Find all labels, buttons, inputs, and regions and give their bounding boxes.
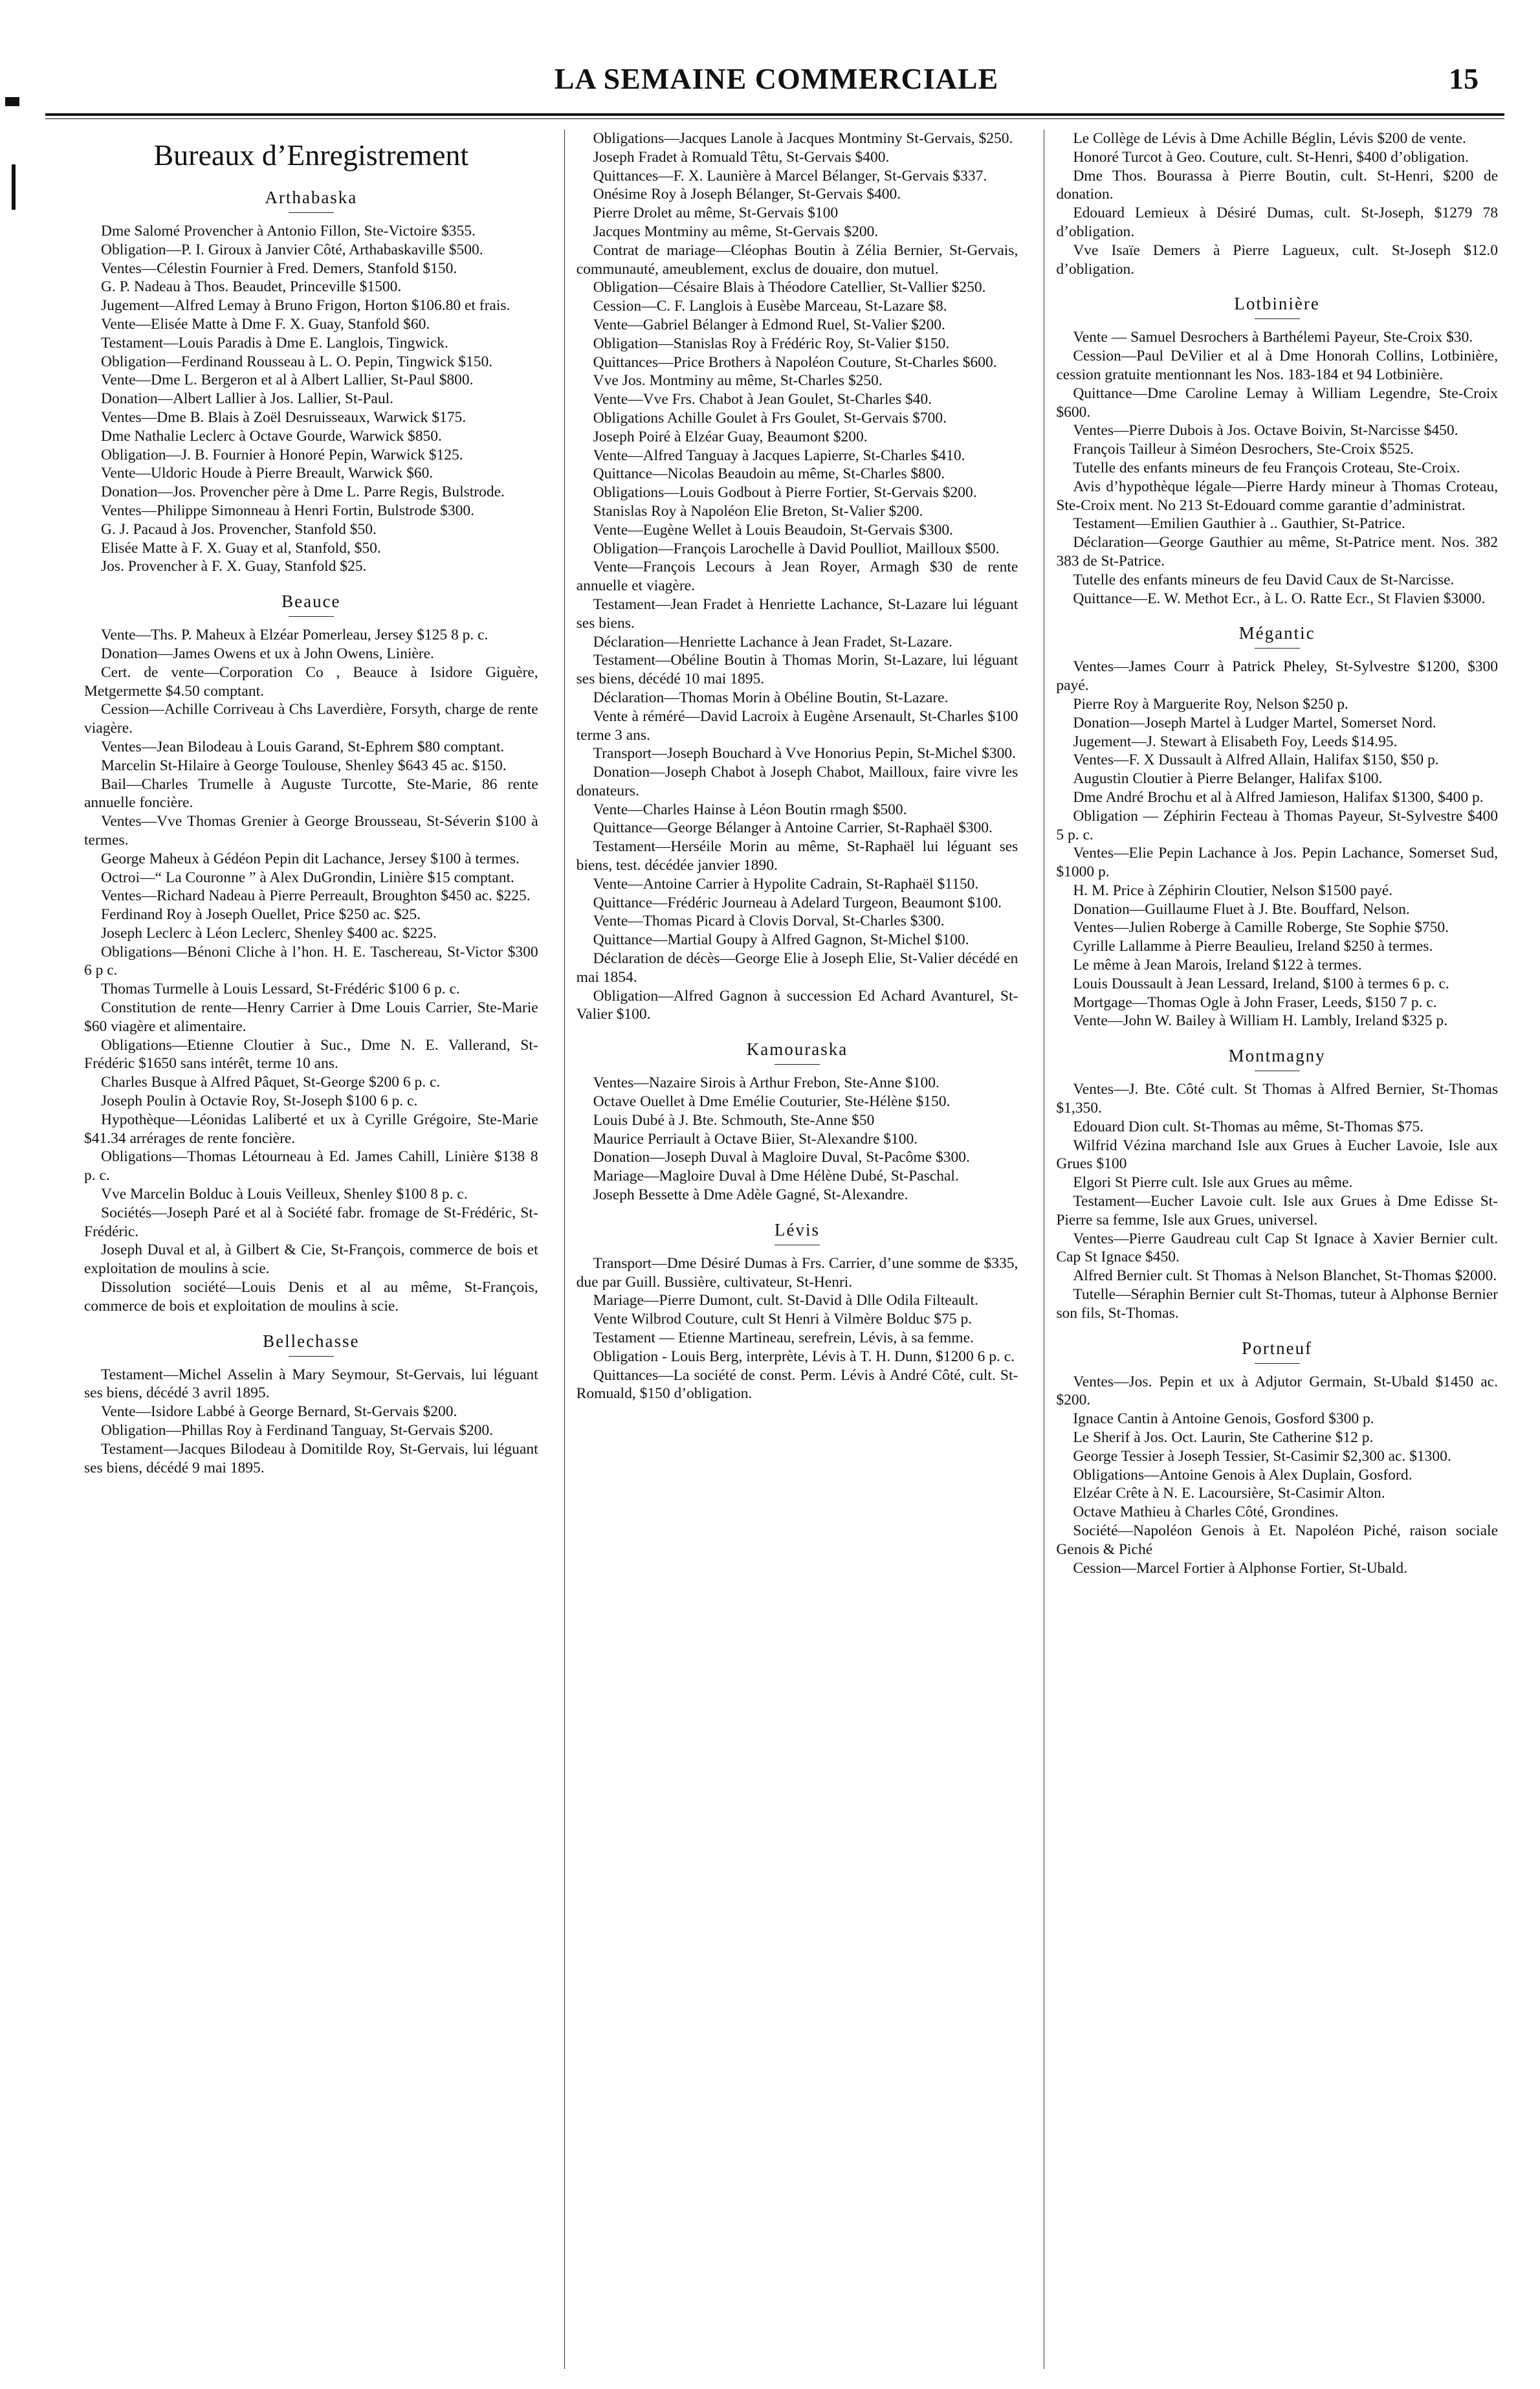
registry-entry: Dme Salomé Provencher à Antonio Fillon, Ste-Victoire $355.: [101, 223, 476, 239]
registry-entry: Donation—Joseph Martel à Ludger Martel, Somerset Nord.: [1073, 714, 1436, 731]
registry-entry: Vente—Thomas Picard à Clovis Dorval, St-Charles $300.: [593, 913, 945, 930]
registry-entry: Testament—Jacques Bilodeau à Domitilde Roy, St-Gervais, lui léguant ses biens, décédé 9 mai 1895.: [84, 1440, 538, 1476]
region-heading: Bellechasse: [84, 1330, 538, 1357]
registry-entry: Obligation—Stanislas Roy à Frédéric Roy, St-Valier $150.: [593, 335, 950, 352]
registry-entry: Le Collège de Lévis à Dme Achille Béglin, Lévis $200 de vente.: [1073, 130, 1466, 147]
running-title: LA SEMAINE COMMERCIALE: [554, 62, 999, 95]
registry-entry: Testament—Herséile Morin au même, St-Raphaël lui léguant ses biens, test. décédée janvier 1890.: [576, 838, 1018, 874]
registry-entry: Cession—Marcel Fortier à Alphonse Fortier, St-Ubald.: [1073, 1559, 1407, 1577]
registry-entry: Jugement—J. Stewart à Elisabeth Foy, Leeds $14.95.: [1073, 733, 1398, 750]
registry-entry: Ventes—Pierre Dubois à Jos. Octave Boivin, St-Narcisse $450.: [1073, 422, 1458, 439]
registry-entry: Joseph Poiré à Elzéar Guay, Beaumont $200.: [593, 428, 868, 445]
registry-entry: Ventes—Célestin Fournier à Fred. Demers, Stanfold $150.: [101, 260, 457, 277]
registry-entry: Quittance—George Bélanger à Antoine Carrier, St-Raphaël $300.: [593, 819, 993, 837]
registry-entry: Pierre Roy à Marguerite Roy, Nelson $250 p.: [1073, 695, 1348, 713]
registry-entry: Testament—Obéline Boutin à Thomas Morin, St-Lazare, lui léguant ses biens, décédé 10 mai 1895.: [576, 652, 1018, 688]
registry-entry: Vente—Ths. P. Maheux à Elzéar Pomerleau, Jersey $125 8 p. c.: [101, 627, 489, 644]
registry-entry: Stanislas Roy à Napoléon Elie Breton, St-Valier $200.: [593, 502, 923, 520]
registry-entry: Ventes—Jean Bilodeau à Louis Garand, St-Ephrem $80 comptant.: [101, 738, 505, 755]
registry-entry: Obligations—Antoine Genois à Alex Duplain, Gosford.: [1073, 1466, 1413, 1483]
registry-entry: Vve Marcelin Bolduc à Louis Veilleux, Shenley $100 8 p. c.: [101, 1186, 468, 1203]
registry-entry: Charles Busque à Alfred Pâquet, St-George $200 6 p. c.: [101, 1074, 441, 1091]
page-header: [39, 61, 1514, 120]
registry-entry: Obligation - Louis Berg, interprète, Lévis à T. H. Dunn, $1200 6 p. c.: [593, 1348, 1015, 1365]
registry-entry: Mariage—Magloire Duval à Dme Hélène Dubé, St-Paschal.: [593, 1168, 959, 1185]
registry-entry: Vente—Elisée Matte à Dme F. X. Guay, Stanfold $60.: [101, 315, 430, 333]
registry-entry: Obligation—J. B. Fournier à Honoré Pepin, Warwick $125.: [101, 446, 463, 463]
region-heading: Portneuf: [1056, 1337, 1498, 1364]
registry-entry: G. J. Pacaud à Jos. Provencher, Stanfold $50.: [101, 520, 377, 538]
registry-entry: Octroi—“ La Couronne ” à Alex DuGrondin, Linière $15 comptant.: [101, 869, 514, 886]
registry-entry: Obligation—François Larochelle à David Poulliot, Mailloux $500.: [593, 540, 1000, 557]
registry-entry: Joseph Poulin à Octavie Roy, St-Joseph $100 6 p. c.: [101, 1093, 418, 1110]
registry-entry: Elzéar Crête à N. E. Lacoursière, St-Casimir Alton.: [1073, 1485, 1385, 1502]
registry-entry: Sociétés—Joseph Paré et al à Société fabr. fromage de St-Frédéric, St-Frédéric.: [84, 1204, 538, 1240]
registry-entry: Obligation—P. I. Giroux à Janvier Côté, Arthabaskaville $500.: [101, 241, 483, 258]
registry-entry: Quittances—Price Brothers à Napoléon Couture, St-Charles $600.: [593, 353, 997, 371]
registry-entry: Dme Thos. Bourassa à Pierre Boutin, cult. St-Henri, $200 de donation.: [1056, 167, 1498, 203]
registry-entry: Ventes—Vve Thomas Grenier à George Brousseau, St-Séverin $100 à termes.: [84, 813, 538, 849]
region-heading: Kamouraska: [577, 1038, 1018, 1065]
registry-entry: Constitution de rente—Henry Carrier à Dme Louis Carrier, Ste-Marie $60 viagère et alimentaire.: [84, 999, 538, 1035]
registry-entry: François Tailleur à Siméon Desrochers, Ste-Croix $525.: [1073, 441, 1414, 458]
registry-entry: Obligations—Louis Godbout à Pierre Fortier, St-Gervais $200.: [593, 484, 977, 502]
registry-entry: Déclaration—George Gauthier au même, St-Patrice ment. Nos. 382 383 de St-Patrice.: [1056, 534, 1498, 570]
registry-entry: Marcelin St-Hilaire à George Toulouse, Shenley $643 45 ac. $150.: [101, 757, 507, 774]
column-2: [564, 129, 1018, 2369]
registry-entry: Obligation — Zéphirin Fecteau à Thomas Payeur, St-Sylvestre $400 5 p. c.: [1056, 807, 1498, 843]
registry-entry: Vente à réméré—David Lacroix à Eugène Arsenault, St-Charles $100 terme 3 ans.: [576, 707, 1018, 744]
registry-entry: Vente—Charles Hainse à Léon Boutin rmagh $500.: [593, 801, 907, 818]
registry-entry: Donation—Albert Lallier à Jos. Lallier, St-Paul.: [101, 390, 393, 408]
registry-entry: Ferdinand Roy à Joseph Ouellet, Price $250 ac. $25.: [101, 906, 421, 924]
registry-entry: H. M. Price à Zéphirin Cloutier, Nelson $1500 payé.: [1073, 882, 1393, 899]
registry-entry: Vente — Samuel Desrochers à Barthélemi Payeur, Ste-Croix $30.: [1073, 329, 1473, 346]
registry-entry: Vente—François Lecours à Jean Royer, Armagh $30 de rente annuelle et viagère.: [576, 559, 1018, 595]
registry-entry: Quittances—F. X. Launière à Marcel Bélanger, St-Gervais $337.: [593, 167, 987, 184]
registry-entry: Quittance—Martial Goupy à Alfred Gagnon, St-Michel $100.: [593, 931, 969, 949]
registry-entry: Joseph Bessette à Dme Adèle Gagné, St-Alexandre.: [593, 1186, 908, 1204]
registry-entry: Testament—Emilien Gauthier à .. Gauthier, St-Patrice.: [1073, 515, 1405, 533]
section-heading: Bureaux d’Enregistrement: [153, 139, 469, 172]
scan-edge-marks: [5, 97, 22, 268]
registry-entry: Testament—Louis Paradis à Dme E. Langlois, Tingwick.: [101, 334, 448, 351]
registry-entry: Ventes—Nazaire Sirois à Arthur Frebon, Ste-Anne $100.: [593, 1074, 940, 1092]
registry-entry: Obligations—Etienne Cloutier à Suc., Dme N. E. Vallerand, St-Frédéric $1650 sans intérêt, terme 10 ans.: [84, 1036, 538, 1072]
registry-entry: Donation—Joseph Chabot à Joseph Chabot, Mailloux, faire vivre les donateurs.: [576, 764, 1018, 799]
registry-entry: Vente—Uldoric Houde à Pierre Breault, Warwick $60.: [101, 465, 434, 482]
region-heading: Lévis: [577, 1219, 1018, 1245]
registry-entry: Obligation—Alfred Gagnon à succession Ed Achard Avanturel, St-Valier $100.: [576, 987, 1018, 1023]
registry-entry: Vente—Eugène Wellet à Louis Beaudoin, St-Gervais $300.: [593, 521, 953, 539]
registry-entry: Quittance—Nicolas Beaudoin au même, St-Charles $800.: [593, 465, 945, 483]
registry-entry: Wilfrid Vézina marchand Isle aux Grues à Eucher Lavoie, Isle aux Grues $100: [1056, 1137, 1498, 1173]
registry-entry: Ventes—Julien Roberge à Camille Roberge, Ste Sophie $750.: [1073, 919, 1449, 937]
registry-entry: Obligations—Jacques Lanole à Jacques Montminy St-Gervais, $250.: [593, 130, 1013, 147]
registry-entry: Vente—Antoine Carrier à Hypolite Cadrain, St-Raphaël $1150.: [593, 875, 979, 893]
registry-entry: Testament—Jean Fradet à Henriette Lachance, St-Lazare lui léguant ses biens.: [576, 595, 1018, 632]
registry-entry: Testament — Etienne Martineau, serefrein, Lévis, à sa femme.: [593, 1329, 974, 1347]
registry-entry: Contrat de mariage—Cléophas Boutin à Zélia Bernier, St-Gervais, communauté, ameublement, exclus de douaire, don mutuel.: [576, 241, 1018, 278]
registry-entry: Ventes—Philippe Simonneau à Henri Fortin, Bulstrode $300.: [101, 502, 475, 519]
registry-entry: Joseph Leclerc à Léon Leclerc, Shenley $400 ac. $225.: [101, 924, 437, 942]
registry-entry: Déclaration de décès—George Elie à Joseph Elie, St-Valier décédé en mai 1854.: [576, 950, 1018, 986]
registry-entry: Vente—Alfred Tanguay à Jacques Lapierre, St-Charles $410.: [593, 447, 965, 464]
registry-entry: Ventes—J. Bte. Côté cult. St Thomas à Alfred Bernier, St-Thomas $1,350.: [1056, 1081, 1498, 1117]
registry-entry: Obligations—Thomas Létourneau à Ed. James Cahill, Linière $138 8 p. c.: [84, 1148, 538, 1184]
header-rule-thin: [45, 118, 1504, 119]
region-heading: Arthabaska: [84, 186, 538, 213]
registry-entry: Vente—John W. Bailey à William H. Lambly, Ireland $325 p.: [1073, 1012, 1447, 1030]
registry-entry: Jugement—Alfred Lemay à Bruno Frigon, Horton $106.80 et frais.: [101, 297, 511, 315]
region-heading: Montmagny: [1056, 1045, 1498, 1071]
registry-entry: Vve Isaïe Demers à Pierre Lagueux, cult. St-Joseph $12.0 d’obligation.: [1056, 241, 1498, 278]
registry-entry: Jacques Montminy au même, St-Gervais $200.: [593, 223, 879, 240]
registry-entry: Cession—Achille Corriveau à Chs Laverdière, Forsyth, charge de rente viagère.: [84, 701, 538, 737]
registry-entry: Edouard Dion cult. St-Thomas au même, St-Thomas $75.: [1073, 1118, 1424, 1135]
registry-entry: Société—Napoléon Genois à Et. Napoléon Piché, raison sociale Genois & Piché: [1056, 1522, 1498, 1558]
registry-entry: Honoré Turcot à Geo. Couture, cult. St-Henri, $400 d’obligation.: [1073, 148, 1469, 166]
registry-entry: Donation—James Owens et ux à John Owens, Linière.: [101, 645, 434, 662]
registry-entry: Louis Doussault à Jean Lessard, Ireland, $100 à termes 6 p. c.: [1073, 975, 1449, 992]
registry-entry: Obligation—Phillas Roy à Ferdinand Tanguay, St-Gervais $200.: [101, 1422, 494, 1439]
column-1: [84, 129, 538, 2369]
registry-entry: Ventes—Dme B. Blais à Zoël Desruisseaux, Warwick $175.: [101, 408, 467, 426]
registry-entry: Mariage—Pierre Dumont, cult. St-David à Dlle Odila Filteault.: [593, 1292, 978, 1309]
registry-entry: Cession—Paul DeVilier et al à Dme Honorah Collins, Lotbinière, cession gratuite mentionnant les Nos. 183-184 et 94 Lotbinière.: [1056, 348, 1498, 383]
page-number: 15: [1449, 62, 1479, 95]
registry-entry: Cession—C. F. Langlois à Eusèbe Marceau, St-Lazare $8.: [593, 298, 947, 315]
region-heading: Lotbinière: [1056, 293, 1498, 319]
registry-entry: Onésime Roy à Joseph Bélanger, St-Gervais $400.: [593, 186, 901, 203]
registry-entry: Quittance—Dme Caroline Lemay à William Legendre, Ste-Croix $600.: [1056, 384, 1498, 421]
registry-entry: Vente—Vve Frs. Chabot à Jean Goulet, St-Charles $40.: [593, 391, 932, 408]
registry-entry: Tutelle—Séraphin Bernier cult St-Thomas, tuteur à Alphonse Bernier son fils, St-Thomas.: [1056, 1286, 1498, 1322]
registry-entry: Déclaration—Thomas Morin à Obéline Boutin, St-Lazare.: [593, 689, 949, 706]
registry-entry: Donation—Guillaume Fluet à J. Bte. Bouffard, Nelson.: [1073, 900, 1410, 918]
registry-entry: Vente—Dme L. Bergeron et al à Albert Lallier, St-Paul $800.: [101, 372, 474, 389]
registry-entry: Vente Wilbrod Couture, cult St Henri à Vilmère Bolduc $75 p.: [593, 1311, 973, 1328]
registry-entry: Maurice Perriault à Octave Biier, St-Alexandre $100.: [593, 1130, 918, 1148]
registry-entry: Elgori St Pierre cult. Isle aux Grues au même.: [1073, 1174, 1353, 1192]
registry-entry: Vente—Isidore Labbé à George Bernard, St-Gervais $200.: [101, 1403, 457, 1421]
registry-entry: Louis Dubé à J. Bte. Schmouth, Ste-Anne $50: [593, 1111, 875, 1129]
registry-entry: Transport—Dme Désiré Dumas à Frs. Carrier, d’une somme de $335, due par Guill. Bussière, cultivateur, St-Henri.: [576, 1254, 1018, 1291]
registry-entry: Testament—Michel Asselin à Mary Seymour, St-Gervais, lui léguant ses biens, décédé 3 avril 1895.: [84, 1366, 538, 1402]
region-heading: Beauce: [84, 590, 538, 617]
registry-entry: Bail—Charles Trumelle à Auguste Turcotte, Ste-Marie, 86 rente annuelle foncière.: [84, 775, 538, 812]
column-3: [1044, 129, 1498, 2369]
registry-entry: Tutelle des enfants mineurs de feu François Croteau, Ste-Croix.: [1073, 459, 1460, 476]
registry-entry: Joseph Fradet à Romuald Têtu, St-Gervais $400.: [593, 148, 890, 166]
registry-entry: Dissolution société—Louis Denis et al au même, St-François, commerce de bois et exploitation de moulins à scie.: [84, 1279, 538, 1315]
registry-entry: Obligations—Bénoni Cliche à l’hon. H. E. Taschereau, St-Victor $300 6 p c.: [84, 943, 538, 979]
registry-entry: Ventes—F. X Dussault à Alfred Allain, Halifax $150, $50 p.: [1073, 751, 1439, 769]
registry-entry: Donation—Joseph Duval à Magloire Duval, St-Pacôme $300.: [593, 1149, 970, 1166]
registry-entry: Cert. de vente—Corporation Co , Beauce à Isidore Giguère, Metgermette $4.50 comptant.: [84, 663, 538, 700]
registry-entry: Hypothèque—Léonidas Laliberté et ux à Cyrille Grégoire, Ste-Marie $41.34 arrérages de rente foncière.: [84, 1111, 538, 1147]
registry-entry: Testament—Eucher Lavoie cult. Isle aux Grues à Dme Edisse St-Pierre sa femme, Isle aux Grues, universel.: [1056, 1193, 1498, 1228]
registry-entry: Vve Jos. Montminy au même, St-Charles $250.: [593, 372, 883, 390]
registry-entry: Le Sherif à Jos. Oct. Laurin, Ste Catherine $12 p.: [1073, 1429, 1374, 1447]
registry-entry: Cyrille Lallamme à Pierre Beaulieu, Ireland $250 à termes.: [1073, 938, 1433, 955]
registry-entry: Ventes—Elie Pepin Lachance à Jos. Pepin Lachance, Somerset Sud, $1000 p.: [1056, 845, 1498, 881]
registry-entry: Donation—Jos. Provencher père à Dme L. Parre Regis, Bulstrode.: [101, 483, 505, 501]
registry-entry: Le même à Jean Marois, Ireland $122 à termes.: [1073, 957, 1362, 974]
registry-entry: Transport—Joseph Bouchard à Vve Honorius Pepin, St-Michel $300.: [593, 745, 1017, 762]
registry-entry: Elisée Matte à F. X. Guay et al, Stanfold, $50.: [101, 539, 381, 557]
registry-entry: Jos. Provencher à F. X. Guay, Stanfold $25.: [101, 558, 367, 575]
registry-entry: Octave Ouellet à Dme Emélie Couturier, Ste-Hélène $150.: [593, 1093, 951, 1111]
registry-entry: George Maheux à Gédéon Pepin dit Lachance, Jersey $100 à termes.: [101, 850, 520, 867]
columns: [84, 129, 1498, 2369]
registry-entry: Quittance—E. W. Methot Ecr., à L. O. Ratte Ecr., St Flavien $3000.: [1073, 590, 1486, 607]
registry-entry: Obligation—Césaire Blais à Théodore Catellier, St-Vallier $250.: [593, 279, 986, 296]
registry-entry: Augustin Cloutier à Pierre Belanger, Halifax $100.: [1073, 770, 1383, 788]
registry-entry: Edouard Lemieux à Désiré Dumas, cult. St-Joseph, $1279 78 d’obligation.: [1056, 205, 1498, 240]
registry-entry: Déclaration—Henriette Lachance à Jean Fradet, St-Lazare.: [593, 633, 952, 650]
registry-entry: Pierre Drolet au même, St-Gervais $100: [593, 205, 839, 222]
registry-entry: Joseph Duval et al, à Gilbert & Cie, St-François, commerce de bois et exploitation de moulins à scie.: [84, 1241, 538, 1278]
registry-entry: Tutelle des enfants mineurs de feu David Caux de St-Narcisse.: [1073, 571, 1455, 588]
registry-entry: Ignace Cantin à Antoine Genois, Gosford $300 p.: [1073, 1410, 1374, 1428]
registry-entry: Dme André Brochu et al à Alfred Jamieson, Halifax $1300, $400 p.: [1073, 788, 1484, 806]
registry-entry: Ventes—Jos. Pepin et ux à Adjutor Germain, St-Ubald $1450 ac. $200.: [1056, 1373, 1498, 1409]
registry-entry: Ventes—James Courr à Patrick Pheley, St-Sylvestre $1200, $300 payé.: [1056, 658, 1498, 694]
registry-entry: G. P. Nadeau à Thos. Beaudet, Princeville $1500.: [101, 278, 402, 296]
registry-entry: George Tessier à Joseph Tessier, St-Casimir $2,300 ac. $1300.: [1073, 1447, 1451, 1465]
registry-entry: Thomas Turmelle à Louis Lessard, St-Frédéric $100 6 p. c.: [101, 981, 460, 998]
registry-entry: Ventes—Richard Nadeau à Pierre Perreault, Broughton $450 ac. $225.: [101, 887, 531, 905]
registry-entry: Avis d’hypothèque légale—Pierre Hardy mineur à Thomas Croteau, Ste-Croix ment. No 213 St-Edouard comme garantie d’administrat.: [1056, 478, 1498, 514]
registry-entry: Vente—Gabriel Bélanger à Edmond Ruel, St-Valier $200.: [593, 316, 945, 333]
region-heading: Mégantic: [1056, 622, 1498, 649]
registry-entry: Ventes—Pierre Gaudreau cult Cap St Ignace à Xavier Bernier cult. Cap St Ignace $450.: [1056, 1230, 1498, 1266]
registry-entry: Mortgage—Thomas Ogle à John Fraser, Leeds, $150 7 p. c.: [1073, 994, 1437, 1011]
registry-entry: Quittance—Frédéric Journeau à Adelard Turgeon, Beaumont $100.: [593, 894, 1002, 911]
registry-entry: Quittances—La société de const. Perm. Lévis à André Côté, cult. St-Romuald, $150 d’obligation.: [576, 1366, 1018, 1403]
registry-entry: Dme Nathalie Leclerc à Octave Gourde, Warwick $850.: [101, 427, 442, 445]
registry-entry: Obligations Achille Goulet à Frs Goulet, St-Gervais $700.: [593, 409, 947, 427]
registry-entry: Alfred Bernier cult. St Thomas à Nelson Blanchet, St-Thomas $2000.: [1073, 1267, 1497, 1285]
registry-entry: Obligation—Ferdinand Rousseau à L. O. Pepin, Tingwick $150.: [101, 353, 493, 370]
header-rule: [45, 113, 1504, 116]
registry-entry: Octave Mathieu à Charles Côté, Grondines.: [1073, 1504, 1339, 1521]
